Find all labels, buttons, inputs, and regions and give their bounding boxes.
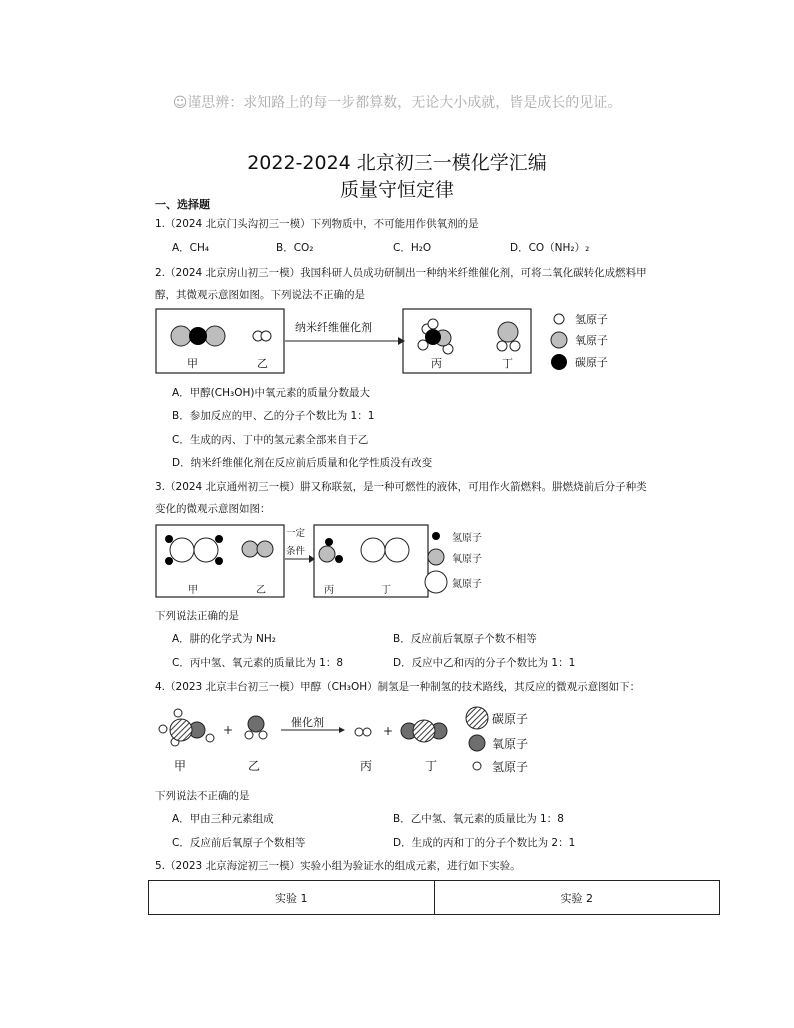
q5-stem: 5.（2023 北京海淀初三一模）实验小组为验证水的组成元素，进行如下实验。 xyxy=(155,860,521,872)
q4-catalyst-label: 催化剂 xyxy=(291,716,324,729)
q2-legend-carbon: 碳原子 xyxy=(575,356,608,369)
q3-stem-line2: 变化的微观示意图如图： xyxy=(155,503,271,515)
section-heading: 一、选择题 xyxy=(155,198,210,211)
q3-label-ding: 丁 xyxy=(381,585,391,596)
q4-water-molecule xyxy=(245,716,267,739)
q2-stem-line1: 2.（2024 北京房山初三一模）我国科研人员成功研制出一种纳米纤维催化剂，可将二氧化碳转化成燃料甲 xyxy=(155,267,647,279)
q4-label-bing: 丙 xyxy=(360,759,373,773)
q4-legend-carbon: 碳原子 xyxy=(492,712,529,726)
q4-label-ding: 丁 xyxy=(425,759,438,773)
q3-label-jia: 甲 xyxy=(188,585,198,596)
q1-stem: 1.（2024 北京门头沟初三一模）下列物质中，不可能用作供氧剂的是 xyxy=(155,218,479,230)
q2-option-c: C．生成的丙、丁中的氢元素全部来自于乙 xyxy=(172,434,369,446)
q3-hydrazine-molecule xyxy=(165,535,223,565)
q3-oxygen-molecule xyxy=(242,541,273,557)
q3-condition-line2: 条件 xyxy=(286,546,306,557)
q4-option-a: A．甲由三种元素组成 xyxy=(172,813,274,825)
q4-co2-molecule xyxy=(401,720,447,742)
q2-methanol-molecule xyxy=(418,319,453,354)
q3-option-d: D．反应中乙和丙的分子个数比为 1：1 xyxy=(393,657,576,669)
q4-stem: 4.（2023 北京丰台初三一模）甲醇（CH₃OH）制氢是一种制氢的技术路线，其反应的微观示意图如下： xyxy=(155,681,641,693)
q3-option-b: B．反应前后氧原子个数不相等 xyxy=(393,633,537,645)
q4-prompt: 下列说法不正确的是 xyxy=(155,790,250,802)
q1-option-d: D．CO（NH₂）₂ xyxy=(510,242,590,254)
q2-co2-molecule xyxy=(171,326,225,346)
q2-stem-line2: 醇，其微观示意图如图。下列说法不正确的是 xyxy=(155,289,365,301)
motto-banner: ☺谨思辨：求知路上的每一步都算数，无论大小成就，皆是成长的见证。 xyxy=(172,95,622,111)
q4-diagram xyxy=(155,700,555,780)
q5-header-experiment-1: 实验 1 xyxy=(149,881,435,915)
q4-methanol-molecule xyxy=(159,709,214,746)
svg-text:+: + xyxy=(383,724,394,738)
q2-legend-oxygen: 氧原子 xyxy=(575,334,608,347)
q3-water-molecule xyxy=(319,538,343,563)
q2-catalyst-label: 纳米纤维催化剂 xyxy=(295,321,372,334)
q4-legend-hydrogen: 氢原子 xyxy=(492,760,529,774)
page-title: 2022-2024 北京初三一模化学汇编 xyxy=(247,152,547,174)
q4-option-c: C．反应前后氧原子个数相等 xyxy=(172,837,306,849)
q5-header-experiment-2: 实验 2 xyxy=(434,881,720,915)
q2-option-b: B．参加反应的甲、乙的分子个数比为 1：1 xyxy=(172,410,375,422)
q2-label-bing: 丙 xyxy=(431,357,442,370)
q3-legend-hydrogen: 氢原子 xyxy=(452,533,482,544)
q4-option-d: D．生成的丙和丁的分子个数比为 2：1 xyxy=(393,837,576,849)
q2-label-ding: 丁 xyxy=(502,357,513,370)
q2-water-molecule xyxy=(497,322,520,351)
q3-label-yi: 乙 xyxy=(256,585,266,596)
q1-option-a: A．CH₄ xyxy=(172,242,210,254)
q3-prompt: 下列说法正确的是 xyxy=(155,610,239,622)
q2-h2-molecule xyxy=(253,331,271,341)
q3-condition-line1: 一定 xyxy=(286,528,306,539)
q4-legend-oxygen: 氧原子 xyxy=(492,737,529,751)
q4-h2-molecule xyxy=(355,728,371,736)
q3-legend-nitrogen: 氮原子 xyxy=(452,579,482,590)
svg-text:+: + xyxy=(223,723,234,737)
q2-option-d: D．纳米纤维催化剂在反应前后质量和化学性质没有改变 xyxy=(172,457,433,469)
q2-label-yi: 乙 xyxy=(257,357,268,370)
page-subtitle: 质量守恒定律 xyxy=(339,179,454,201)
q2-diagram xyxy=(155,305,625,377)
q3-option-c: C．丙中氢、氧元素的质量比为 1：8 xyxy=(172,657,344,669)
q4-option-b: B．乙中氢、氧元素的质量比为 1：8 xyxy=(393,813,564,825)
q2-label-jia: 甲 xyxy=(187,357,198,370)
q3-nitrogen-molecule xyxy=(361,538,409,562)
q2-legend-hydrogen: 氢原子 xyxy=(575,313,608,326)
q4-label-jia: 甲 xyxy=(174,759,187,773)
q3-label-bing: 丙 xyxy=(324,585,334,596)
q3-diagram xyxy=(155,522,505,600)
q1-option-b: B．CO₂ xyxy=(276,242,314,254)
q3-option-a: A．肼的化学式为 NH₂ xyxy=(172,633,276,645)
q2-option-a: A．甲醇(CH₃OH)中氧元素的质量分数最大 xyxy=(172,387,370,399)
q3-legend-oxygen: 氧原子 xyxy=(452,554,482,565)
q4-label-yi: 乙 xyxy=(248,759,261,773)
q5-experiment-table xyxy=(148,880,720,915)
q3-stem-line1: 3.（2024 北京通州初三一模）肼又称联氨，是一种可燃性的液体，可用作火箭燃料。肼燃烧前后分子种类 xyxy=(155,481,647,493)
q1-option-c: C．H₂O xyxy=(393,242,432,254)
